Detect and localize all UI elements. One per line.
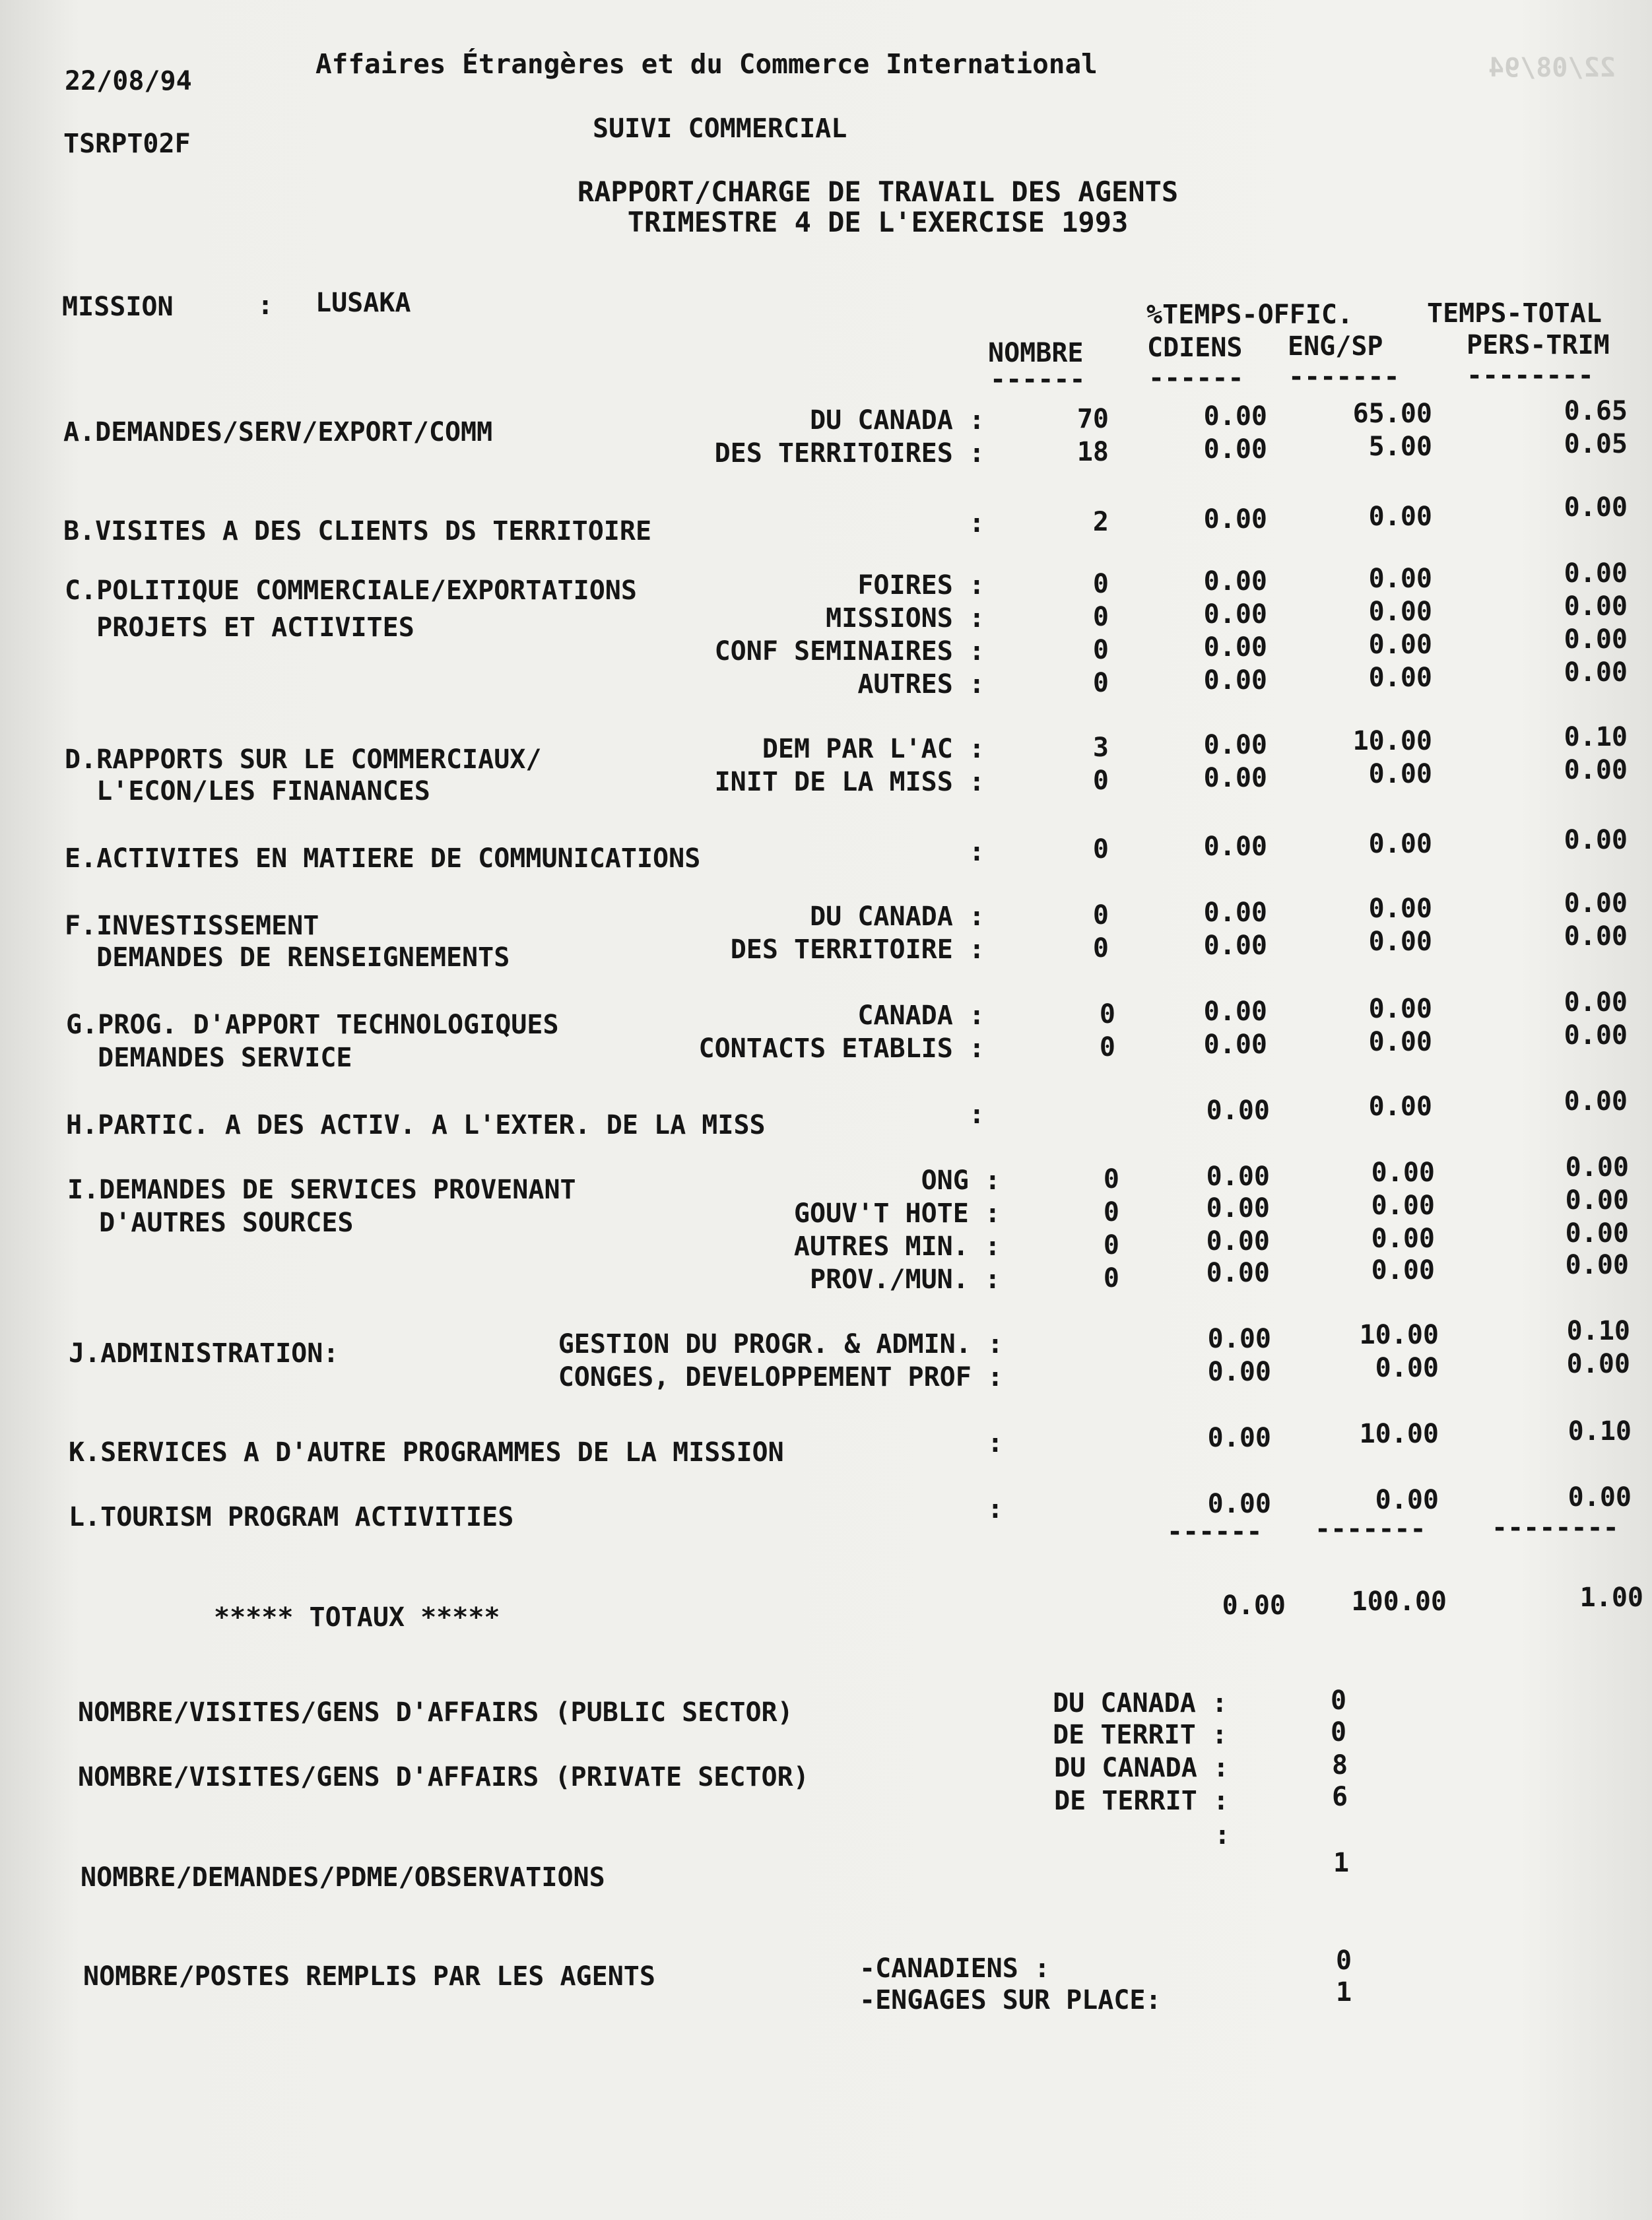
section-i-sub-2: GOUV'T HOTE :	[793, 1198, 1001, 1229]
count-public-value-2: 0	[1331, 1717, 1347, 1747]
section-d-nombre-2: 0	[1092, 766, 1109, 796]
header-rule-engsp: -------	[1288, 362, 1400, 392]
section-a-cdiens-1: 0.00	[1203, 401, 1267, 432]
section-i-cdiens-1: 0.00	[1206, 1161, 1270, 1192]
section-i-cdiens-4: 0.00	[1206, 1258, 1270, 1288]
section-k-engsp-1: 10.00	[1359, 1419, 1439, 1449]
section-f-sub-2: DES TERRITOIRE :	[730, 934, 985, 965]
count-public-sub-2: DE TERRIT :	[1053, 1720, 1228, 1750]
section-c-cdiens-3: 0.00	[1203, 632, 1267, 663]
section-l-title: L.TOURISM PROGRAM ACTIVITIES	[69, 1502, 514, 1532]
section-j-sub-2: CONGES, DEVELOPPEMENT PROF :	[558, 1362, 1003, 1392]
section-i-nombre-4: 0	[1103, 1263, 1119, 1293]
section-c-engsp-1: 0.00	[1368, 564, 1432, 594]
col-temps-total: TEMPS-TOTAL	[1427, 298, 1602, 329]
section-d-pers-2: 0.00	[1564, 755, 1628, 785]
section-g-sub-1: CANADA :	[857, 1000, 985, 1031]
section-i-pers-1: 0.00	[1565, 1152, 1629, 1183]
section-j-engsp-2: 0.00	[1375, 1353, 1439, 1383]
section-g-cdiens-2: 0.00	[1203, 1029, 1267, 1060]
section-h-pers-1: 0.00	[1564, 1086, 1628, 1117]
section-g-nombre-2: 0	[1099, 1032, 1115, 1062]
section-a-engsp-2: 5.00	[1368, 432, 1432, 462]
section-i-sub-3: AUTRES MIN. :	[793, 1231, 1001, 1262]
section-i-nombre-2: 0	[1103, 1197, 1119, 1227]
section-f-pers-1: 0.00	[1564, 888, 1628, 919]
section-d-engsp-1: 10.00	[1352, 726, 1432, 756]
section-k-title: K.SERVICES A D'AUTRE PROGRAMMES DE LA MISSION	[69, 1437, 784, 1468]
section-f-sub-1: DU CANADA :	[810, 901, 985, 932]
section-i-cdiens-3: 0.00	[1206, 1226, 1270, 1257]
section-d-cdiens-1: 0.00	[1203, 730, 1267, 760]
count-pdme-sub-1: :	[1214, 1820, 1230, 1850]
count-private-value-2: 6	[1332, 1782, 1348, 1812]
col-nombre: NOMBRE	[988, 338, 1084, 368]
section-f-engsp-2: 0.00	[1368, 927, 1432, 957]
section-l-engsp-1: 0.00	[1375, 1485, 1439, 1515]
count-public-value-1: 0	[1331, 1685, 1347, 1716]
section-c-sub-4: AUTRES :	[857, 669, 985, 700]
section-a-nombre-1: 70	[1076, 404, 1109, 434]
section-h-cdiens-1: 0.00	[1206, 1095, 1270, 1126]
total-rule-cdiens: ------	[1167, 1517, 1263, 1547]
section-a-title: A.DEMANDES/SERV/EXPORT/COMM	[63, 417, 493, 447]
section-c-sub-1: FOIRES :	[857, 570, 985, 601]
section-b-engsp-1: 0.00	[1368, 502, 1432, 532]
system-name: SUIVI COMMERCIAL	[593, 114, 847, 144]
section-a-pers-1: 0.65	[1564, 396, 1628, 426]
section-i-nombre-1: 0	[1103, 1164, 1119, 1194]
section-e-sub-1: :	[968, 837, 985, 867]
section-f-nombre-1: 0	[1092, 900, 1109, 930]
total-rule-engsp: -------	[1315, 1514, 1426, 1544]
section-h-sub-1: :	[968, 1099, 985, 1130]
count-private-sub-1: DU CANADA :	[1054, 1753, 1229, 1783]
count-postes-sub-2: -ENGAGES SUR PLACE:	[859, 1985, 1162, 2015]
count-pdme-label: NOMBRE/DEMANDES/PDME/OBSERVATIONS	[81, 1862, 605, 1893]
section-c-pers-3: 0.00	[1564, 624, 1628, 655]
count-postes-sub-1: -CANADIENS :	[859, 1953, 1050, 1984]
section-j-cdiens-1: 0.00	[1207, 1324, 1271, 1354]
section-j-engsp-1: 10.00	[1359, 1320, 1439, 1350]
section-i-engsp-2: 0.00	[1371, 1191, 1435, 1221]
col-pers-trim: PERS-TRIM	[1467, 330, 1610, 360]
section-j-pers-2: 0.00	[1566, 1349, 1630, 1379]
total-rule-pers: --------	[1492, 1513, 1619, 1543]
section-i-title-2: D'AUTRES SOURCES	[67, 1208, 354, 1238]
section-d-nombre-1: 3	[1092, 733, 1109, 763]
section-a-cdiens-2: 0.00	[1203, 434, 1267, 465]
section-d-title: D.RAPPORTS SUR LE COMMERCIAUX/	[65, 744, 542, 775]
section-f-engsp-1: 0.00	[1368, 894, 1432, 924]
section-i-sub-4: PROV./MUN. :	[810, 1264, 1001, 1295]
totals-pers: 1.00	[1579, 1583, 1643, 1613]
section-e-title: E.ACTIVITES EN MATIERE DE COMMUNICATIONS	[65, 843, 701, 874]
section-c-sub-3: CONF SEMINAIRES :	[714, 636, 985, 667]
section-c-nombre-2: 0	[1092, 602, 1109, 632]
section-c-cdiens-1: 0.00	[1203, 566, 1267, 597]
section-k-pers-1: 0.10	[1568, 1416, 1632, 1447]
count-public-label: NOMBRE/VISITES/GENS D'AFFAIRS (PUBLIC SECTOR)	[78, 1697, 793, 1728]
section-d-engsp-2: 0.00	[1368, 759, 1432, 789]
section-g-sub-2: CONTACTS ETABLIS :	[698, 1033, 985, 1064]
section-j-title: J.ADMINISTRATION:	[69, 1338, 339, 1369]
section-i-sub-1: ONG :	[921, 1165, 1001, 1196]
section-g-cdiens-1: 0.00	[1203, 996, 1267, 1027]
section-l-sub-1: :	[987, 1494, 1003, 1524]
mission-separator: :	[257, 290, 274, 321]
section-e-cdiens-1: 0.00	[1203, 832, 1267, 862]
section-a-engsp-1: 65.00	[1352, 399, 1432, 429]
section-k-sub-1: :	[987, 1428, 1003, 1458]
col-engsp: ENG/SP	[1288, 331, 1383, 362]
section-g-title-2: DEMANDES SERVICE	[66, 1043, 352, 1073]
department-name: Affaires Étrangères et du Commerce International	[315, 48, 1098, 80]
count-postes-value-2: 1	[1336, 1977, 1352, 2008]
bleed-through-text: 22/08/94	[1488, 53, 1616, 83]
section-f-cdiens-2: 0.00	[1203, 930, 1267, 961]
section-c-nombre-3: 0	[1092, 635, 1109, 665]
section-c-pers-4: 0.00	[1564, 657, 1628, 688]
report-date: 22/08/94	[65, 66, 192, 96]
section-j-pers-1: 0.10	[1566, 1316, 1630, 1346]
section-i-nombre-3: 0	[1103, 1230, 1119, 1260]
section-a-pers-2: 0.05	[1564, 429, 1628, 459]
section-g-engsp-1: 0.00	[1368, 994, 1432, 1024]
section-i-pers-4: 0.00	[1565, 1250, 1629, 1280]
count-public-sub-1: DU CANADA :	[1053, 1688, 1228, 1718]
section-f-nombre-2: 0	[1092, 933, 1109, 963]
mission-label: MISSION	[62, 292, 174, 322]
section-h-title: H.PARTIC. A DES ACTIV. A L'EXTER. DE LA MISS	[66, 1110, 766, 1140]
report-subtitle: TRIMESTRE 4 DE L'EXERCISE 1993	[627, 206, 1129, 238]
section-g-nombre-1: 0	[1099, 999, 1115, 1029]
section-i-engsp-1: 0.00	[1371, 1158, 1435, 1188]
section-a-sub-2: DES TERRITOIRES :	[714, 438, 985, 469]
section-e-engsp-1: 0.00	[1368, 829, 1432, 859]
section-g-engsp-2: 0.00	[1368, 1027, 1432, 1057]
section-d-sub-2: INIT DE LA MISS :	[714, 767, 985, 797]
totals-engsp: 100.00	[1351, 1586, 1447, 1617]
count-private-label: NOMBRE/VISITES/GENS D'AFFAIRS (PRIVATE SECTOR)	[78, 1762, 809, 1792]
section-a-sub-1: DU CANADA :	[810, 405, 985, 436]
section-d-pers-1: 0.10	[1564, 722, 1628, 752]
section-d-cdiens-2: 0.00	[1203, 763, 1267, 793]
section-g-pers-1: 0.00	[1564, 987, 1628, 1018]
report-code: TSRPT02F	[63, 129, 191, 159]
section-c-title: C.POLITIQUE COMMERCIALE/EXPORTATIONS	[65, 575, 637, 606]
section-f-pers-2: 0.00	[1564, 921, 1628, 952]
section-i-title: I.DEMANDES DE SERVICES PROVENANT	[67, 1175, 576, 1205]
section-b-pers-1: 0.00	[1564, 492, 1628, 523]
header-rule-nombre: ------	[990, 364, 1086, 395]
section-b-title: B.VISITES A DES CLIENTS DS TERRITOIRE	[63, 516, 652, 546]
col-temps-offic: %TEMPS-OFFIC.	[1146, 300, 1354, 330]
section-i-pers-2: 0.00	[1565, 1185, 1629, 1216]
section-c-pers-1: 0.00	[1564, 558, 1628, 589]
section-c-nombre-4: 0	[1092, 668, 1109, 698]
section-c-engsp-3: 0.00	[1368, 630, 1432, 660]
header-rule-cdiens: ------	[1148, 363, 1244, 393]
section-g-title: G.PROG. D'APPORT TECHNOLOGIQUES	[66, 1010, 559, 1040]
section-c-title-2: PROJETS ET ACTIVITES	[65, 612, 414, 643]
section-d-title-2: L'ECON/LES FINANANCES	[65, 776, 430, 806]
section-i-engsp-3: 0.00	[1371, 1224, 1435, 1254]
section-j-cdiens-2: 0.00	[1207, 1357, 1271, 1387]
section-c-cdiens-4: 0.00	[1203, 665, 1267, 696]
section-c-nombre-1: 0	[1092, 569, 1109, 599]
section-e-nombre-1: 0	[1092, 834, 1109, 865]
report-title: RAPPORT/CHARGE DE TRAVAIL DES AGENTS	[577, 176, 1179, 208]
section-k-cdiens-1: 0.00	[1207, 1423, 1271, 1453]
section-h-engsp-1: 0.00	[1368, 1092, 1432, 1122]
section-c-engsp-2: 0.00	[1368, 597, 1432, 627]
section-a-nombre-2: 18	[1076, 437, 1109, 467]
count-postes-label: NOMBRE/POSTES REMPLIS PAR LES AGENTS	[83, 1961, 655, 1992]
totals-label: ***** TOTAUX *****	[214, 1602, 500, 1633]
count-private-sub-2: DE TERRIT :	[1054, 1786, 1229, 1816]
section-c-sub-2: MISSIONS :	[826, 603, 985, 634]
header-rule-pers: --------	[1467, 360, 1594, 391]
count-pdme-value-1: 1	[1333, 1848, 1350, 1878]
section-f-title: F.INVESTISSEMENT	[65, 911, 319, 941]
count-private-value-1: 8	[1332, 1750, 1348, 1780]
count-postes-value-1: 0	[1336, 1945, 1352, 1976]
mission-name: LUSAKA	[315, 288, 411, 318]
section-j-sub-1: GESTION DU PROGR. & ADMIN. :	[558, 1329, 1003, 1359]
section-c-cdiens-2: 0.00	[1203, 599, 1267, 630]
section-i-engsp-4: 0.00	[1371, 1255, 1435, 1286]
totals-cdiens: 0.00	[1222, 1590, 1286, 1621]
section-b-sub-1: :	[968, 508, 985, 539]
section-b-nombre-1: 2	[1092, 507, 1109, 537]
section-e-pers-1: 0.00	[1564, 825, 1628, 855]
section-l-cdiens-1: 0.00	[1207, 1489, 1271, 1519]
section-i-pers-3: 0.00	[1565, 1218, 1629, 1249]
section-f-title-2: DEMANDES DE RENSEIGNEMENTS	[65, 942, 510, 973]
section-i-cdiens-2: 0.00	[1206, 1193, 1270, 1224]
section-c-pers-2: 0.00	[1564, 591, 1628, 622]
section-c-engsp-4: 0.00	[1368, 663, 1432, 693]
section-f-cdiens-1: 0.00	[1203, 898, 1267, 928]
section-b-cdiens-1: 0.00	[1203, 504, 1267, 535]
col-cdiens: CDIENS	[1147, 333, 1243, 363]
section-d-sub-1: DEM PAR L'AC :	[762, 734, 985, 764]
section-l-pers-1: 0.00	[1568, 1482, 1632, 1513]
section-g-pers-2: 0.00	[1564, 1020, 1628, 1051]
